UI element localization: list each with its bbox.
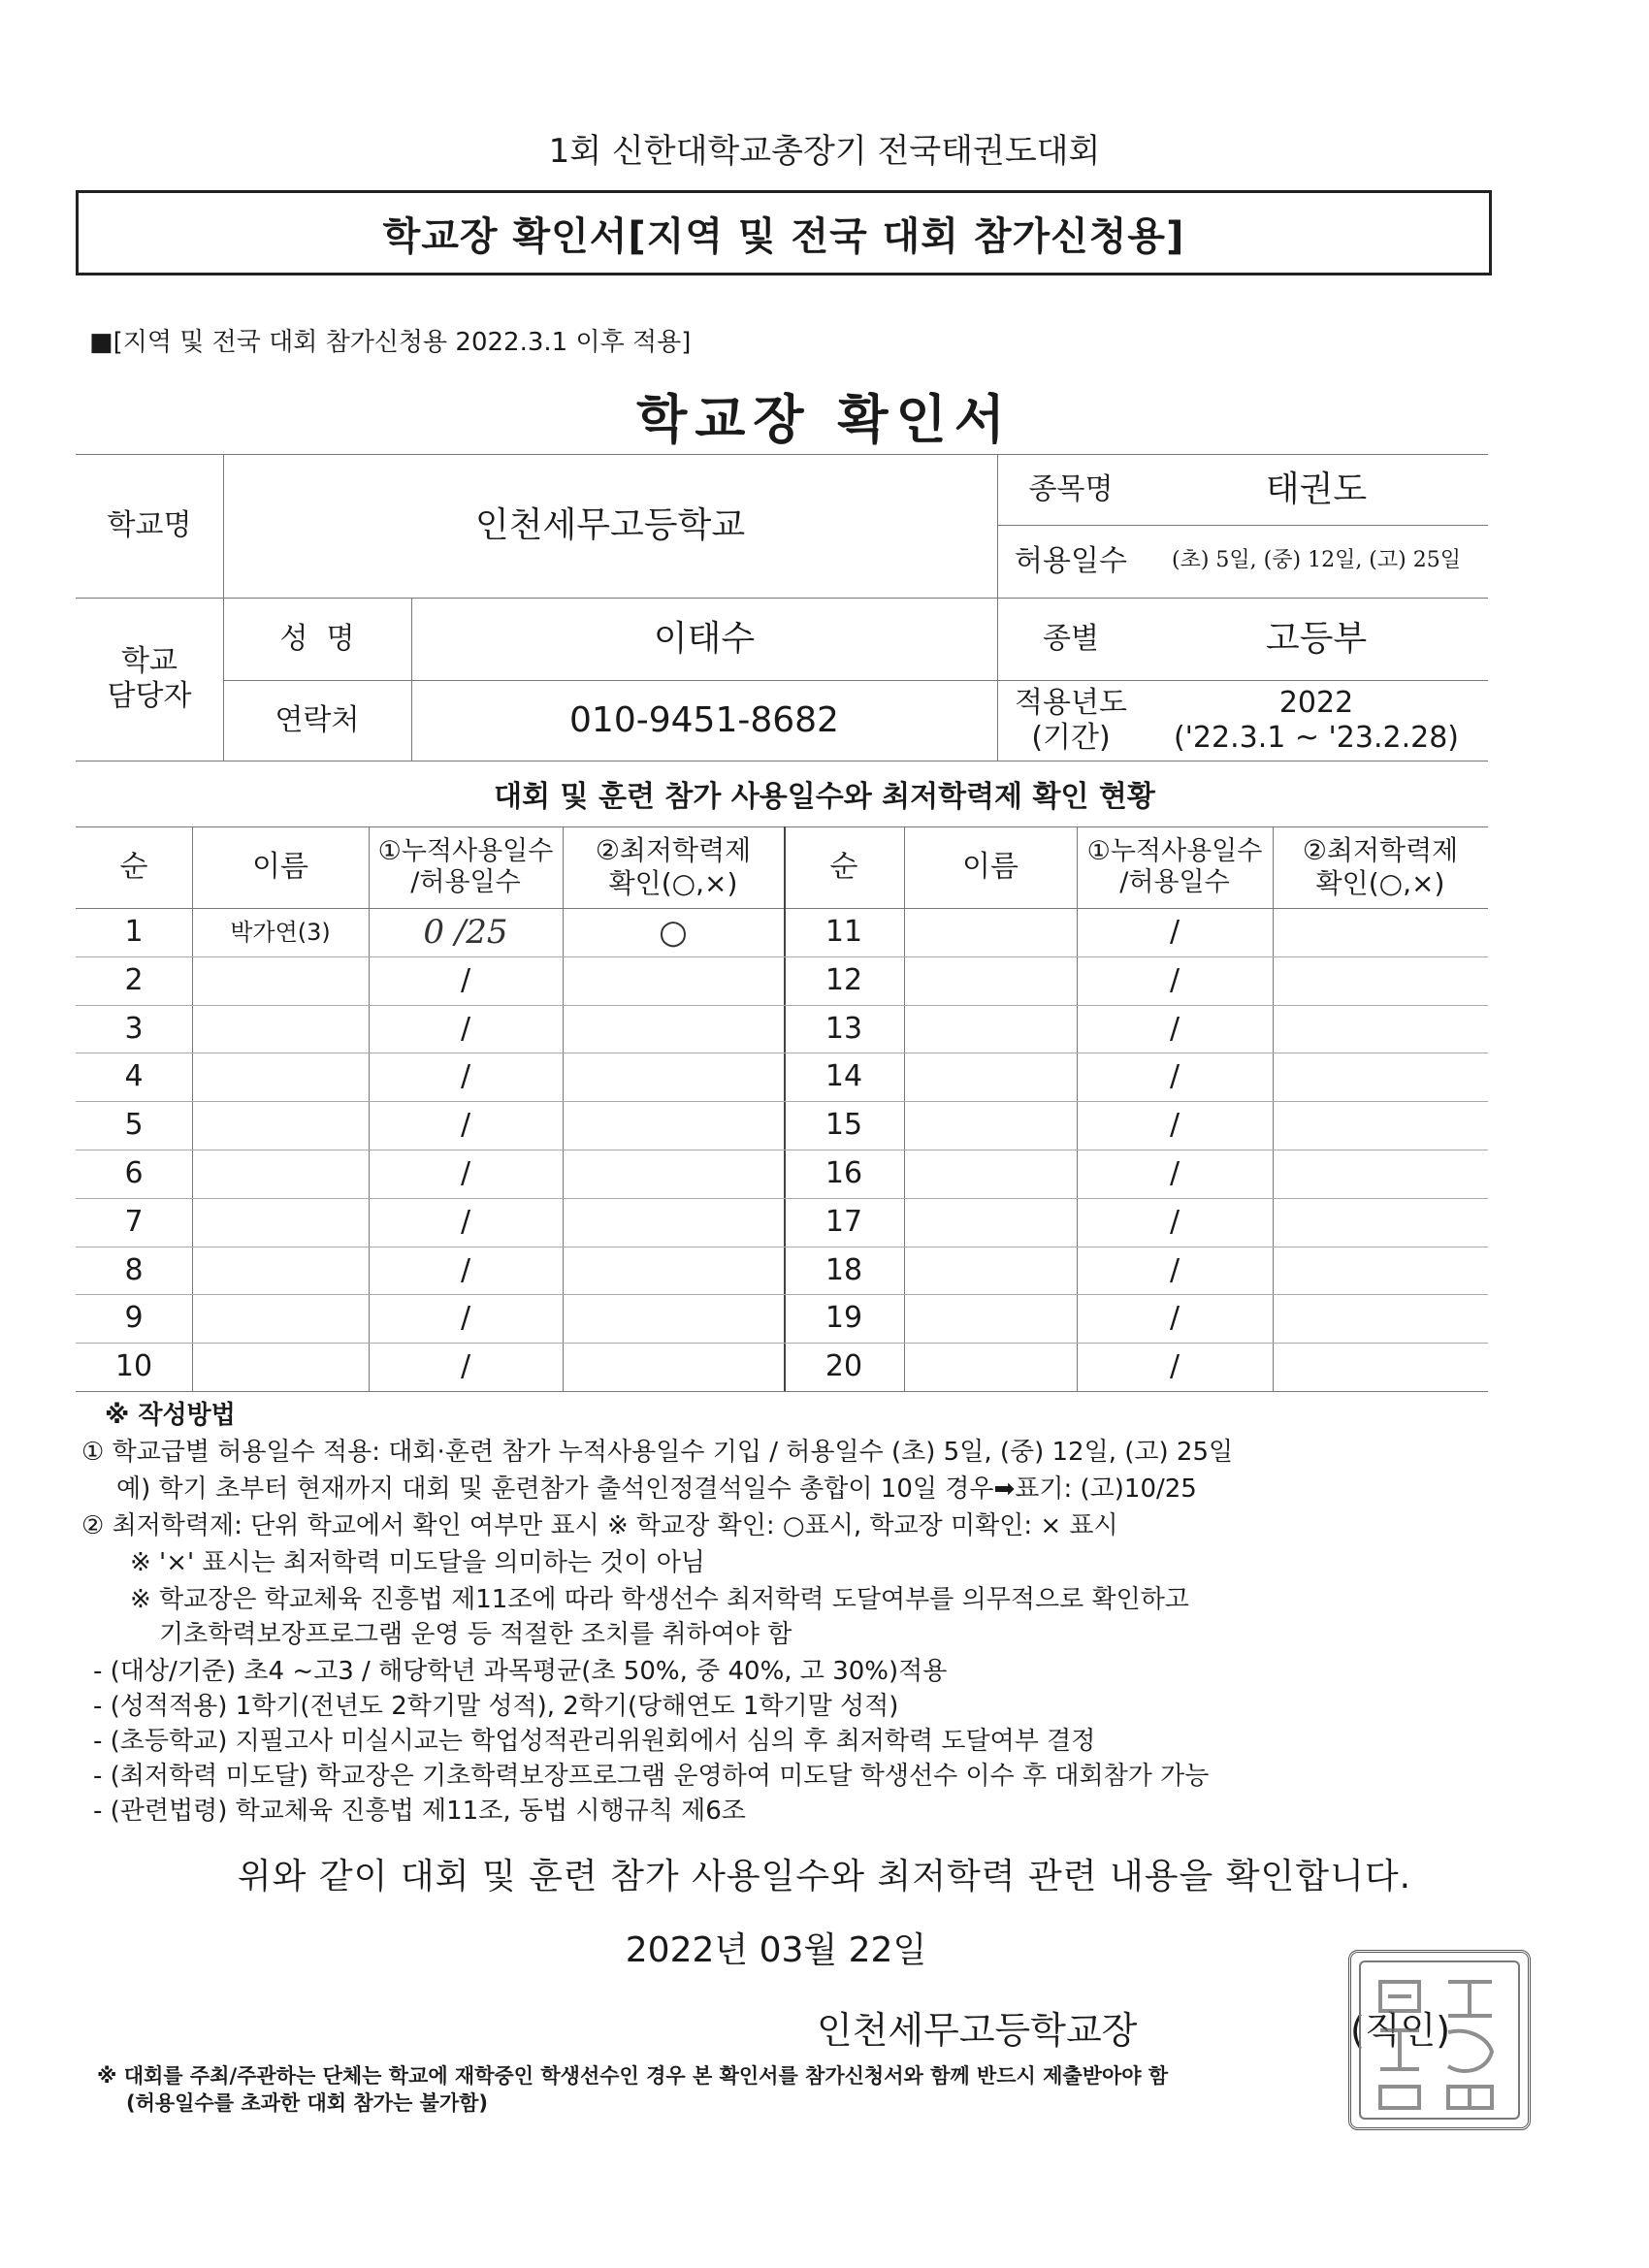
row-number: 17 (824, 1205, 863, 1239)
row-confirm (563, 1101, 784, 1150)
row-days: / (460, 1253, 471, 1287)
row-number: 6 (124, 1156, 144, 1190)
row-days: / (460, 1156, 471, 1190)
note-line: 기초학력보장프로그램 운영 등 적절한 조치를 취하여야 함 (159, 1620, 792, 1649)
row-confirm (1273, 1247, 1488, 1295)
row-name (904, 1150, 1077, 1198)
row-number: 14 (824, 1059, 863, 1093)
row-days: / (460, 1205, 471, 1239)
principal-name: 인천세무고등학교장 (817, 2009, 1138, 2052)
row-confirm (563, 1247, 784, 1295)
row-name (192, 1247, 369, 1295)
row-number: 18 (824, 1253, 863, 1287)
row-confirm (1273, 1053, 1488, 1101)
document-title: 학교장 확인서[지역 및 전국 대회 참가신청용] (382, 213, 1185, 259)
note-line: ① 학교급별 허용일수 적용: 대회·훈련 참가 누적사용일수 기입 / 허용일수 (초) 5일, (중) 12일, (고) 25일 (81, 1438, 1234, 1467)
person-name-value: 이태수 (653, 618, 756, 659)
header-min-left-line1: ②최저학력제 (595, 834, 752, 867)
note-line: - (성적적용) 1학기(전년도 2학기말 성적), 2학기(당해연도 1학기말 성적) (93, 1692, 899, 1721)
category-label: 종별 (1043, 621, 1099, 656)
row-name (904, 908, 1077, 956)
row-days: / (1169, 915, 1180, 949)
note-line: 예) 학기 초부터 현재까지 대회 및 훈련참가 출석인정결석일수 총합이 10일 경우➡표기: (고)10/25 (116, 1474, 1197, 1504)
row-number: 3 (124, 1012, 144, 1046)
header-days-right (1077, 826, 1273, 908)
row-number: 19 (824, 1301, 863, 1335)
contact-person-label-line1: 학교 (121, 644, 178, 678)
row-days: / (1169, 1012, 1180, 1046)
row-number: 7 (124, 1205, 144, 1239)
row-days: / (1169, 963, 1180, 997)
row-name (192, 1005, 369, 1053)
row-number: 12 (824, 963, 863, 997)
row-confirm (1273, 1343, 1488, 1391)
row-confirm (1273, 1294, 1488, 1343)
row-name: 박가연(3) (230, 918, 331, 946)
phone-value: 010-9451-8682 (569, 699, 839, 740)
header-min-left (563, 826, 784, 908)
row-number: 15 (824, 1108, 863, 1142)
row-confirm (1273, 956, 1488, 1005)
row-confirm (563, 1150, 784, 1198)
header-name-left: 이름 (252, 850, 308, 884)
row-confirm (1273, 1101, 1488, 1150)
header-days-right-line1: ①누적사용일수 (1086, 835, 1263, 866)
table-section-title: 대회 및 훈련 참가 사용일수와 최저학력제 확인 현황 (494, 780, 1155, 814)
row-confirm (1273, 908, 1488, 956)
row-number: 16 (824, 1156, 863, 1190)
row-name (192, 1150, 369, 1198)
contact-person-label (76, 598, 223, 761)
row-days: / (1169, 1108, 1180, 1142)
row-days: / (460, 1012, 471, 1046)
apply-year-label-line2: (기간) (1031, 720, 1111, 755)
contact-person-label-line2: 담당자 (107, 679, 192, 713)
row-days: / (1169, 1205, 1180, 1239)
header-min-right (1273, 826, 1488, 908)
row-name (192, 956, 369, 1005)
header-days-left (369, 826, 563, 908)
row-days: / (1169, 1059, 1180, 1093)
header-min-left-line2: 확인(○,×) (608, 867, 738, 899)
seal-label: (직인) (1350, 2009, 1451, 2052)
row-number: 11 (824, 915, 863, 949)
row-days: / (460, 1059, 471, 1093)
row-confirm: ○ (659, 912, 688, 952)
row-confirm (563, 1343, 784, 1391)
row-number: 8 (124, 1253, 144, 1287)
confirmation-statement: 위와 같이 대회 및 훈련 참가 사용일수와 최저학력 관련 내용을 확인합니다. (237, 1857, 1412, 1896)
row-number: 2 (124, 963, 144, 997)
apply-year-value-line1: 2022 (1278, 685, 1354, 720)
allowed-days-value: (초) 5일, (중) 12일, (고) 25일 (1172, 548, 1461, 573)
issue-date: 2022년 03월 22일 (625, 1930, 927, 1970)
note-line: ※ '×' 표시는 최저학력 미도달을 의미하는 것이 아님 (130, 1548, 705, 1577)
row-number: 13 (824, 1012, 863, 1046)
row-number: 4 (124, 1059, 144, 1093)
row-confirm (563, 1294, 784, 1343)
school-name-value: 인천세무고등학교 (474, 505, 746, 546)
row-confirm (1273, 1198, 1488, 1247)
apply-year-label (997, 680, 1145, 761)
row-name (904, 1343, 1077, 1391)
row-name (904, 956, 1077, 1005)
sport-value: 태권도 (1265, 469, 1368, 509)
header-no-right: 순 (829, 850, 858, 884)
row-name (904, 1247, 1077, 1295)
row-number: 9 (124, 1301, 144, 1335)
header-days-right-line2: /허용일수 (1119, 867, 1230, 897)
note-line: - (대상/기준) 초4 ~고3 / 해당학년 과목평균(초 50%, 중 40%, 고 30%)적용 (93, 1657, 948, 1686)
row-days: / (1169, 1349, 1180, 1383)
phone-label: 연락처 (275, 702, 360, 737)
category-value: 고등부 (1265, 618, 1368, 659)
row-name (192, 1053, 369, 1101)
official-seal-stamp (1348, 1950, 1531, 2130)
row-confirm (1273, 1150, 1488, 1198)
row-days: / (460, 963, 471, 997)
row-days: / (460, 1301, 471, 1335)
document-title-box (76, 190, 1492, 275)
note-line: ② 최저학력제: 단위 학교에서 확인 여부만 표시 ※ 학교장 확인: ○표시, 학교장 미확인: × 표시 (81, 1511, 1118, 1540)
row-name (904, 1101, 1077, 1150)
header-no-left: 순 (119, 850, 148, 884)
footer-note-1: ※ 대회를 주최/주관하는 단체는 학교에 재학중인 학생선수인 경우 본 확인서를 참가신청서와 함께 반드시 제출받아야 함 (97, 2064, 1169, 2088)
apply-year-label-line1: 적용년도 (1015, 685, 1127, 720)
apply-year-value-line2: ('22.3.1 ~ '23.2.28) (1173, 720, 1460, 755)
row-name (904, 1005, 1077, 1053)
note-line: ※ 학교장은 학교체육 진흥법 제11조에 따라 학생선수 최저학력 도달여부를 의무적으로 확인하고 (130, 1585, 1189, 1614)
row-name (192, 1198, 369, 1247)
row-confirm (563, 956, 784, 1005)
row-name (192, 1294, 369, 1343)
row-number: 20 (824, 1349, 863, 1383)
allowed-days-label: 허용일수 (1015, 543, 1127, 578)
footer-note-2: (허용일수를 초과한 대회 참가는 불가함) (126, 2091, 489, 2115)
row-days: / (1169, 1156, 1180, 1190)
row-name (904, 1294, 1077, 1343)
row-name (192, 1343, 369, 1391)
row-days: / (1169, 1253, 1180, 1287)
row-name (904, 1198, 1077, 1247)
row-confirm (1273, 1005, 1488, 1053)
note-line: - (초등학교) 지필고사 미실시교는 학업성적관리위원회에서 심의 후 최저학력 도달여부 결정 (93, 1727, 1096, 1756)
row-days: 0 /25 (423, 912, 508, 952)
header-min-right-line2: 확인(○,×) (1315, 867, 1445, 899)
row-days: / (460, 1108, 471, 1142)
row-confirm (563, 1198, 784, 1247)
note-line: - (관련법령) 학교체육 진흥법 제11조, 동법 시행규칙 제6조 (93, 1797, 746, 1826)
note-line: - (최저학력 미도달) 학교장은 기초학력보장프로그램 운영하여 미도달 학생선수 이수 후 대회참가 가능 (93, 1762, 1210, 1791)
row-number: 5 (124, 1108, 144, 1142)
seal-glyphs (1351, 1953, 1528, 2127)
header-name-right: 이름 (962, 850, 1018, 884)
main-title: 학교장 확인서 (636, 389, 1013, 450)
row-confirm (563, 1053, 784, 1101)
row-name (192, 1101, 369, 1150)
header-days-left-line1: ①누적사용일수 (377, 835, 554, 866)
row-days: / (1169, 1301, 1180, 1335)
row-number: 1 (124, 915, 144, 949)
header-days-left-line2: /허용일수 (410, 867, 521, 897)
apply-year-value (1145, 680, 1488, 761)
header-min-right-line1: ②최저학력제 (1302, 834, 1459, 867)
sport-label: 종목명 (1028, 471, 1114, 506)
row-name (904, 1053, 1077, 1101)
person-name-label: 성 명 (279, 621, 355, 656)
event-title: 1회 신한대학교총장기 전국태권도대회 (548, 132, 1101, 171)
row-confirm (563, 1005, 784, 1053)
row-number: 10 (114, 1349, 153, 1383)
school-name-label: 학교명 (107, 508, 192, 542)
notes-heading: ※ 작성방법 (105, 1401, 236, 1430)
applicability-note: ■[지역 및 전국 대회 참가신청용 2022.3.1 이후 적용] (89, 328, 692, 357)
row-days: / (460, 1349, 471, 1383)
